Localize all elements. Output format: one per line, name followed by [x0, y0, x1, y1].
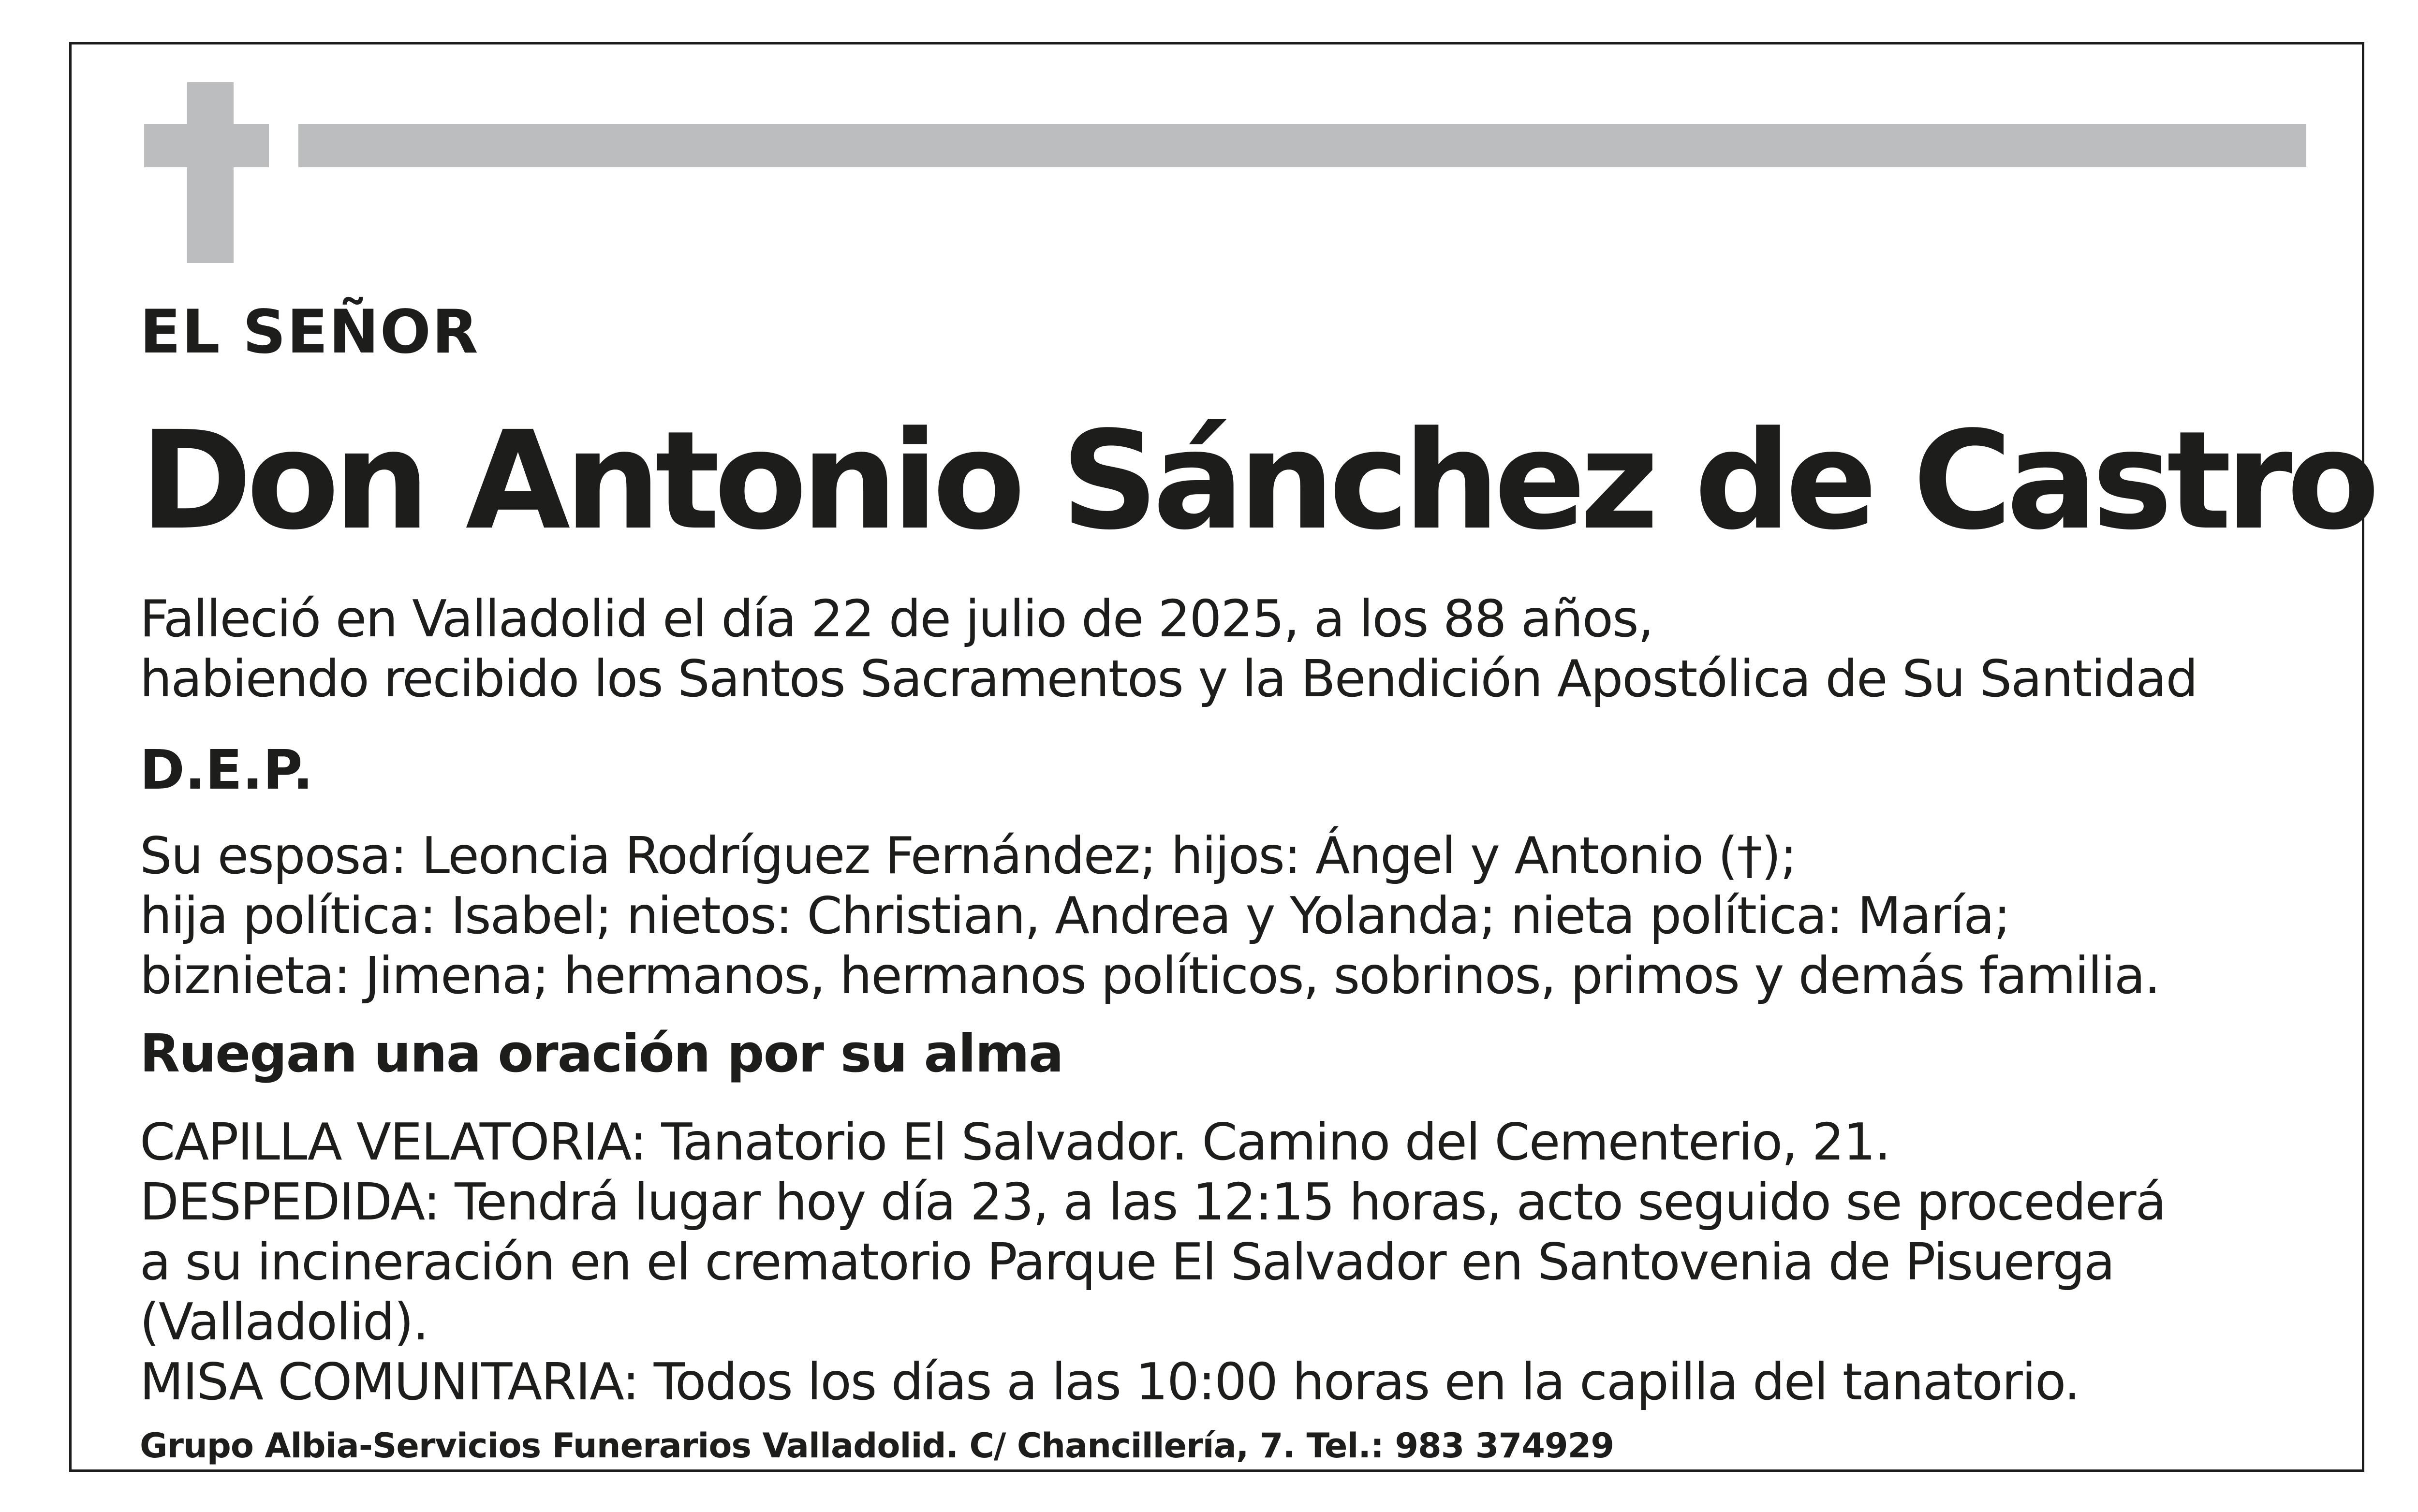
deceased-name: Don Antonio Sánchez de Castro [140, 402, 2374, 560]
family-line: hija política: Isabel; nietos: Christian, Andrea y Yolanda; nieta política: María; [140, 886, 2010, 945]
death-notice-line: Falleció en Valladolid el día 22 de julio de 2025, a los 88 años, [140, 589, 1653, 648]
prayer-request: Ruegan una oración por su alma [140, 1024, 1063, 1084]
dep-heading: D.E.P. [140, 739, 313, 802]
service-line: a su incineración en el crematorio Parque El Salvador en Santovenia de Pisuerga [140, 1233, 2114, 1292]
header-rule [298, 124, 2306, 167]
family-line: Su esposa: Leoncia Rodríguez Fernández; hijos: Ángel y Antonio (†); [140, 826, 1797, 885]
honorific: EL SEÑOR [140, 297, 479, 367]
service-line: (Valladolid). [140, 1292, 428, 1351]
cross-icon [187, 82, 234, 263]
family-line: biznieta: Jimena; hermanos, hermanos políticos, sobrinos, primos y demás familia. [140, 946, 2160, 1005]
service-line: DESPEDIDA: Tendrá lugar hoy día 23, a las 12:15 horas, acto seguido se procederá [140, 1173, 2166, 1232]
death-notice-line: habiendo recibido los Santos Sacramentos y la Bendición Apostólica de Su Santidad [140, 649, 2197, 708]
service-line: MISA COMUNITARIA: Todos los días a las 10:00 horas en la capilla del tanatorio. [140, 1352, 2079, 1411]
funeral-home-footer: Grupo Albia-Servicios Funerarios Valladolid. C/ Chancillería, 7. Tel.: 983 374929 [140, 1426, 1614, 1466]
service-line: CAPILLA VELATORIA: Tanatorio El Salvador. Camino del Cementerio, 21. [140, 1113, 1890, 1172]
cross-icon-crossbar [144, 124, 269, 167]
